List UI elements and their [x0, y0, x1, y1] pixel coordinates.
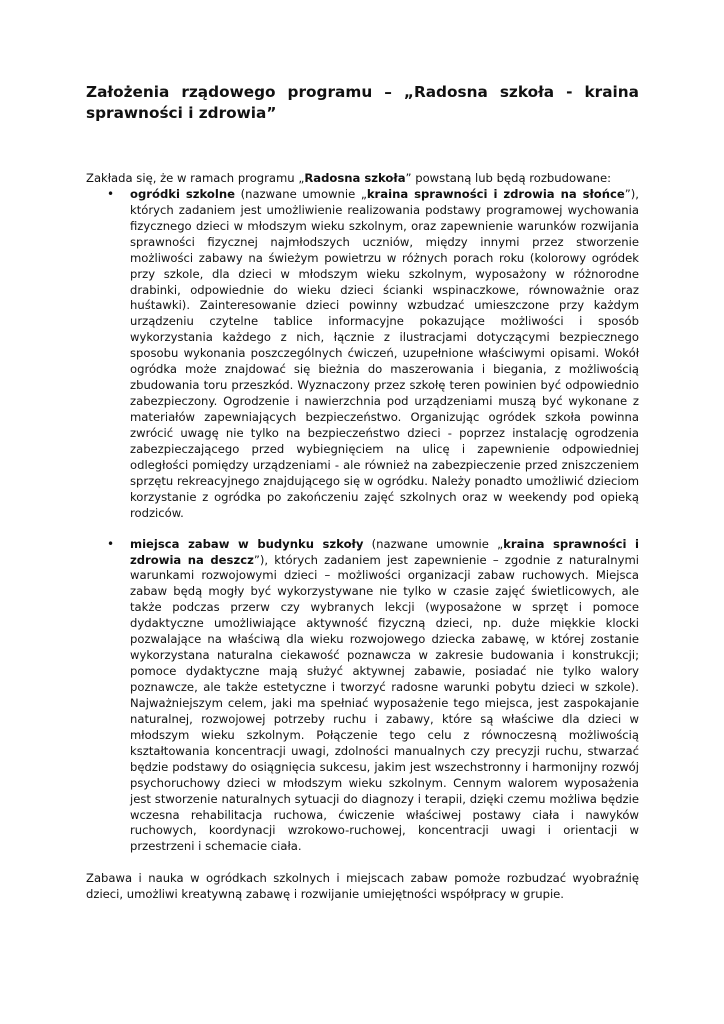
list-item-text: (nazwane umownie „ [363, 536, 504, 551]
list-item-school-gardens [86, 187, 639, 522]
document-title: Założenia rządowego programu – „Radosna szkoła - kraina sprawności i zdrowia” [86, 83, 639, 122]
closing-paragraph: Zabawa i nauka w ogródkach szkolnych i miejscach zabaw pomoże rozbudzać wyobraźnię dzieci, umożliwi kreatywną zabawę i rozwijanie umiejętności współpracy w grupie. [86, 871, 639, 902]
list-item-term: ogródki szkolne [130, 186, 235, 201]
list-item-alias: kraina sprawności i zdrowia na słońce [366, 186, 625, 201]
bullet-icon: • [107, 536, 115, 551]
intro-text-before: Zakłada się, że w ramach programu „ [86, 171, 305, 185]
list-item-alias: kraina sprawności i zdrowia na deszcz [130, 536, 639, 567]
document-page [86, 82, 639, 903]
intro-text-after: ” powstaną lub będą rozbudowane: [405, 171, 612, 185]
facilities-list [86, 187, 639, 855]
intro-paragraph [86, 171, 639, 187]
list-item-indoor-play-areas [86, 537, 639, 856]
list-item-description: ”), których zadaniem jest zapewnienie – zgodnie z naturalnymi warunkami rozwojowymi dzieci – możliwości organizacji zabaw ruchowych. Miejsca zabaw będą mogły być wykorzystywane nie tylko w czasie zajęć świetlicowych, ale także podczas przerw czy wybranych lekcji (wyposażone w sprzęt i pomoce dydaktyczne umożliwiające aktywność fizyczną dzieci, np. duże miękkie klocki pozwalające na właściwą dla wieku rozwojowego dziecka zabawę, w której zostanie wykorzystana naturalna ciekawość poznawcza w zakresie budowania i konstrukcji; pomoce dydaktyczne mają służyć aktywnej zabawie, posiadać nie tylko walory poznawcze, ale także estetyczne i tworzyć radosne warunki pobytu dzieci w szkole). Najważniejszym celem, jaki ma spełniać wyposażenie tego miejsca, jest zaspokajanie naturalnej, rozwojowej potrzeby ruchu i zabawy, które są właściwe dla dzieci w młodszym wieku szkolnym. Połączenie tego celu z równoczesną możliwością kształtowania koncentracji uwagi, zdolności manualnych czy precyzji ruchu, stwarzać będzie podstawy do osiągnięcia sukcesu, jakim jest wszechstronny i harmonijny rozwój psychoruchowy dzieci w młodszym wieku szkolnym. Cennym walorem wyposażenia jest stworzenie naturalnych sytuacji do diagnozy i terapii, dzięki czemu możliwa będzie wczesna rehabilitacja ruchowa, ćwiczenie właściwej postawy ciała i nawyków ruchowych, koordynacji wzrokowo-ruchowej, koncentracji uwagi i orientacji w przestrzeni i schemacie ciała. [130, 552, 640, 854]
intro-program-name: Radosna szkoła [304, 171, 406, 185]
list-item-text: (nazwane umownie „ [234, 186, 367, 201]
list-item-term: miejsca zabaw w budynku szkoły [130, 536, 364, 551]
bullet-icon: • [107, 186, 115, 201]
list-item-description: ”), których zadaniem jest umożliwienie realizowania podstawy programowej wychowania fizycznego dzieci w młodszym wieku szkolnym, oraz zapewnienie warunków rozwijania sprawności fizycznej najmłodszych uczniów, między innymi przez stworzenie możliwości zabawy na świeżym powietrzu w różnych porach roku (kolorowy ogródek przy szkole, dla dzieci w młodszym wieku szkolnym, wyposażony w różnorodne drabinki, odpowiednie do wieku dzieci ścianki wspinaczkowe, równoważnie oraz huśtawki). Zainteresowanie dzieci powinny wzbudzać umieszczone przy każdym urządzeniu czytelne tablice informacyjne pokazujące możliwości i sposób wykorzystania każdego z nich, łącznie z ilustracjami dotyczącymi bezpiecznego sposobu wykonania poszczególnych ćwiczeń, uzupełnione właściwymi opisami. Wokół ogródka może znajdować się bieżnia do maszerowania i biegania, z możliwością zbudowania toru przeszkód. Wyznaczony przez szkołę teren powinien być odpowiednio zabezpieczony. Ogrodzenie i nawierzchnia pod urządzeniami muszą być wykonane z materiałów zapewniających bezpieczeństwo. Organizując ogródek szkoła powinna zwrócić uwagę nie tylko na bezpieczeństwo dzieci - poprzez instalację ogrodzenia zabezpieczającego przed wybiegnięciem na ulicę i zapewnienie odpowiedniej odległości pomiędzy urządzeniami - ale również na zabezpieczenie przed zniszczeniem sprzętu rekreacyjnego znajdującego się w ogródku. Należy ponadto umożliwić dzieciom korzystanie z ogródka po zakończeniu zajęć szkolnych oraz w weekendy pod opieką rodziców. [130, 186, 639, 520]
